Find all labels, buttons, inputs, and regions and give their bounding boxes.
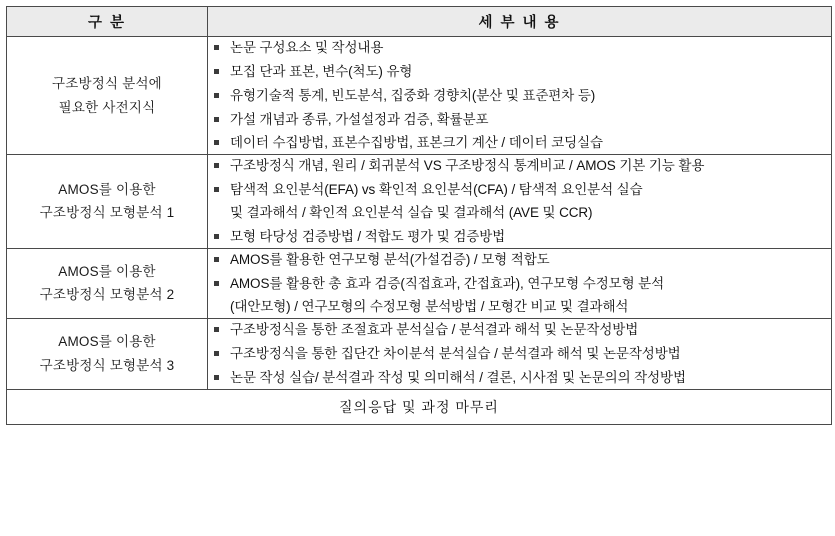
list-item [208,132,831,154]
topic-line: 구조방정식 모형분석 2 [39,287,175,303]
list-item [208,61,831,83]
bullet-square-icon [214,234,219,239]
list-item [208,109,831,131]
column-header-division: 구 분 [7,7,208,37]
topic-line: 구조방정식 모형분석 3 [39,358,175,374]
list-item-continuation [208,202,831,224]
row-detail-amos-1 [208,155,832,248]
table-body [7,37,832,425]
list-item [208,319,831,341]
list-item-text: 모집 단과 표본, 변수(척도) 유형 [230,63,413,79]
curriculum-table [6,6,832,425]
row-topic-amos-1 [7,155,208,248]
bullet-square-icon [214,140,219,145]
list-item [208,155,831,177]
list-item-text: 논문 구성요소 및 작성내용 [230,40,384,55]
bullet-square-icon [214,375,219,380]
detail-list [208,319,831,389]
table-footer-row [7,389,832,424]
footer-note: 질의응답 및 과정 마무리 [7,389,832,424]
table-row [7,248,832,319]
bullet-square-icon [214,257,219,262]
topic-line: 필요한 사전지식 [58,99,156,115]
row-detail-prerequisite [208,37,832,155]
row-topic-prerequisite [7,37,208,155]
bullet-square-icon [214,187,219,192]
list-item [208,37,831,59]
detail-list [208,155,831,247]
list-item-text: AMOS를 활용한 총 효과 검증(직접효과, 간접효과), 연구모형 수정모형 분석 [230,275,665,291]
topic-line: AMOS를 이용한 [58,181,156,197]
table-row [7,37,832,155]
table-header [7,7,832,37]
list-item-text: 유형기술적 통계, 빈도분석, 집중화 경향치(분산 및 표준편차 등) [230,87,596,103]
list-item [208,343,831,365]
bullet-square-icon [214,69,219,74]
row-topic-amos-2 [7,248,208,319]
bullet-square-icon [214,351,219,356]
table-header-row [7,7,832,37]
list-item [208,85,831,107]
topic-line: 구조방정식 분석에 [52,76,162,92]
table-row [7,155,832,248]
bullet-square-icon [214,163,219,168]
list-item-text: AMOS를 활용한 연구모형 분석(가설검증) / 모형 적합도 [230,251,550,267]
list-item-text: 데이터 수집방법, 표본수집방법, 표본크기 계산 / 데이터 코딩실습 [230,135,603,151]
column-header-detail: 세 부 내 용 [208,7,832,37]
row-topic-amos-3 [7,319,208,390]
row-detail-amos-3 [208,319,832,390]
list-item-text: 모형 타당성 검증방법 / 적합도 평가 및 검증방법 [230,229,506,245]
bullet-square-icon [214,93,219,98]
bullet-square-icon [214,45,219,50]
list-item-text: 구조방정식을 통한 집단간 차이분석 분석실습 / 분석결과 해석 및 논문작성방법 [230,346,681,362]
list-item [208,179,831,201]
row-detail-amos-2 [208,248,832,319]
list-item-text: 논문 작성 실습/ 분석결과 작성 및 의미해석 / 결론, 시사점 및 논문의의 작성방법 [230,369,686,385]
detail-list [208,249,831,319]
bullet-square-icon [214,117,219,122]
list-item-text: 구조방정식을 통한 조절효과 분석실습 / 분석결과 해석 및 논문작성방법 [230,322,639,338]
list-item-text: (대안모형) / 연구모형의 수정모형 분석방법 / 모형간 비교 및 결과해석 [230,299,629,315]
topic-line: AMOS를 이용한 [58,334,156,350]
list-item-text: 구조방정식 개념, 원리 / 회귀분석 VS 구조방정식 통계비교 / AMOS 기본 기능 활용 [230,158,705,174]
detail-list [208,37,831,154]
bullet-square-icon [214,281,219,286]
list-item-text: 탐색적 요인분석(EFA) vs 확인적 요인분석(CFA) / 탐색적 요인분석 실습 [230,181,643,197]
bullet-square-icon [214,327,219,332]
topic-line: 구조방정식 모형분석 1 [39,205,175,221]
list-item [208,367,831,389]
table-row [7,319,832,390]
list-item [208,249,831,271]
list-item [208,226,831,248]
list-item [208,273,831,295]
topic-line: AMOS를 이용한 [58,263,156,279]
list-item-text: 및 결과해석 / 확인적 요인분석 실습 및 결과해석 (AVE 및 CCR) [230,205,593,221]
list-item-continuation [208,296,831,318]
list-item-text: 가설 개념과 종류, 가설설정과 검증, 확률분포 [230,111,489,127]
